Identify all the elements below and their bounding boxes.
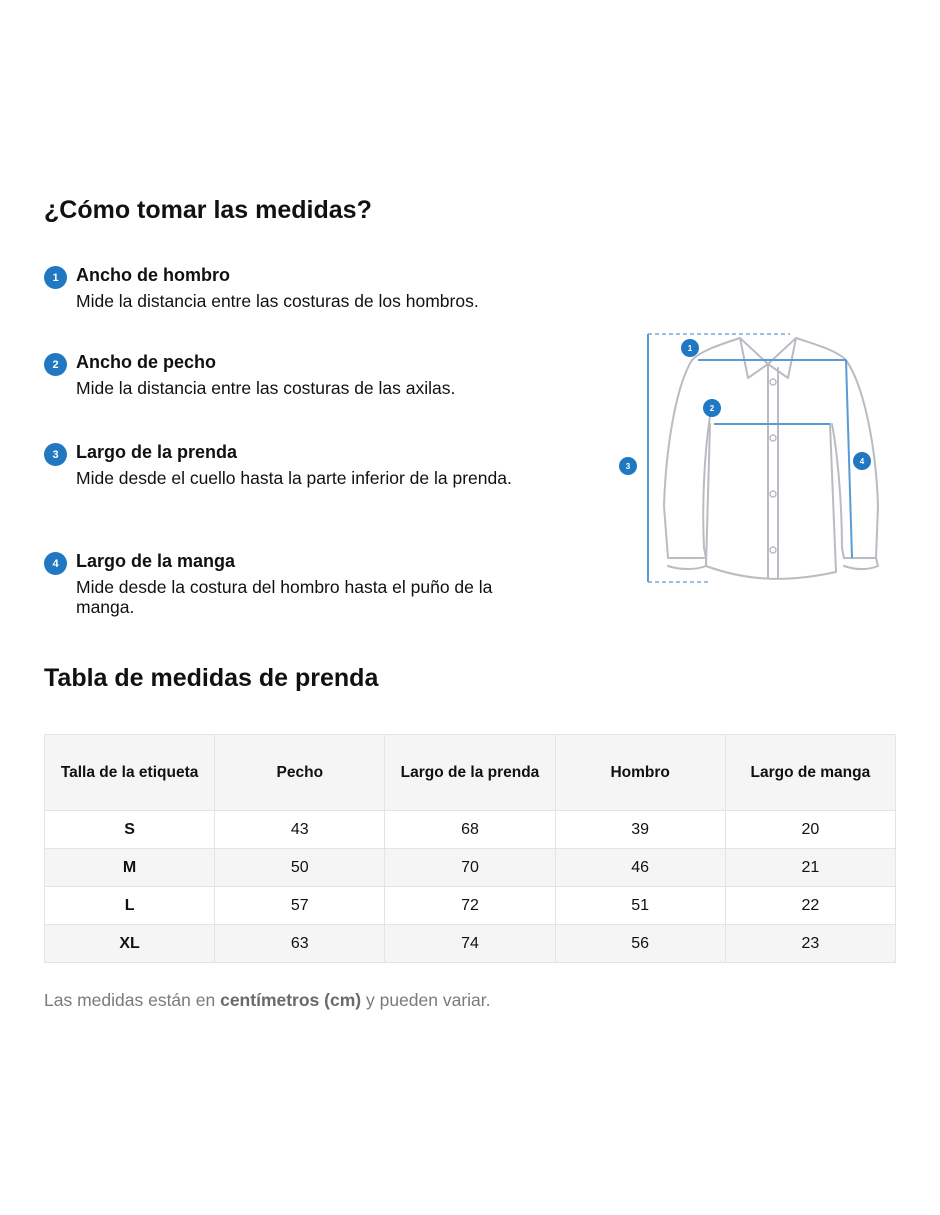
table-cell: 51 <box>555 887 725 925</box>
marker-4-label: 4 <box>859 457 865 466</box>
step-title: Largo de la prenda <box>76 442 238 462</box>
table-header-row <box>45 735 896 811</box>
column-header-sleeve: Largo de manga <box>725 735 895 811</box>
table-row <box>45 925 896 963</box>
table-cell: 63 <box>215 925 385 963</box>
column-header-length: Largo de la prenda <box>385 735 555 811</box>
page-title: ¿Cómo tomar las medidas? <box>44 196 372 224</box>
units-note-prefix: Las medidas están en <box>44 990 221 1010</box>
column-header-chest: Pecho <box>215 735 385 811</box>
table-cell: 23 <box>725 925 895 963</box>
step-title: Ancho de hombro <box>76 265 230 285</box>
table-cell: 74 <box>385 925 555 963</box>
step-description: Mide desde la costura del hombro hasta el puño de la manga. <box>76 577 493 617</box>
table-cell: 57 <box>215 887 385 925</box>
size-table-title: Tabla de medidas de prenda <box>44 664 379 692</box>
units-note <box>44 990 491 1011</box>
table-row <box>45 887 896 925</box>
size-cell: S <box>45 811 215 849</box>
measurement-guides <box>648 334 852 582</box>
step-number-badge: 3 <box>44 443 67 466</box>
table-cell: 20 <box>725 811 895 849</box>
step-number-badge: 1 <box>44 266 67 289</box>
size-cell: L <box>45 887 215 925</box>
column-header-size: Talla de la etiqueta <box>45 735 215 811</box>
step-title: Largo de la manga <box>76 551 236 571</box>
shirt-buttons-icon <box>770 379 776 553</box>
table-cell: 70 <box>385 849 555 887</box>
size-cell: XL <box>45 925 215 963</box>
table-cell: 43 <box>215 811 385 849</box>
step-description: Mide la distancia entre las costuras de los hombros. <box>76 291 479 311</box>
table-cell: 72 <box>385 887 555 925</box>
table-cell: 39 <box>555 811 725 849</box>
table-cell: 21 <box>725 849 895 887</box>
units-note-suffix: y pueden variar. <box>361 990 491 1010</box>
table-cell: 68 <box>385 811 555 849</box>
step-number-badge: 2 <box>44 353 67 376</box>
table-cell: 46 <box>555 849 725 887</box>
table-row <box>45 811 896 849</box>
marker-3-label: 3 <box>625 462 631 471</box>
shirt-measurement-diagram <box>610 326 900 591</box>
step-description: Mide desde el cuello hasta la parte inferior de la prenda. <box>76 468 512 488</box>
marker-1-label: 1 <box>687 344 693 353</box>
size-cell: M <box>45 849 215 887</box>
table-cell: 56 <box>555 925 725 963</box>
units-note-bold: centímetros (cm) <box>220 990 362 1010</box>
table-row <box>45 849 896 887</box>
table-cell: 50 <box>215 849 385 887</box>
marker-2-label: 2 <box>709 404 715 413</box>
table-cell: 22 <box>725 887 895 925</box>
step-title: Ancho de pecho <box>76 352 217 372</box>
step-description: Mide la distancia entre las costuras de las axilas. <box>76 378 456 398</box>
size-table <box>44 734 896 963</box>
step-number-badge: 4 <box>44 552 67 575</box>
column-header-shoulder: Hombro <box>555 735 725 811</box>
